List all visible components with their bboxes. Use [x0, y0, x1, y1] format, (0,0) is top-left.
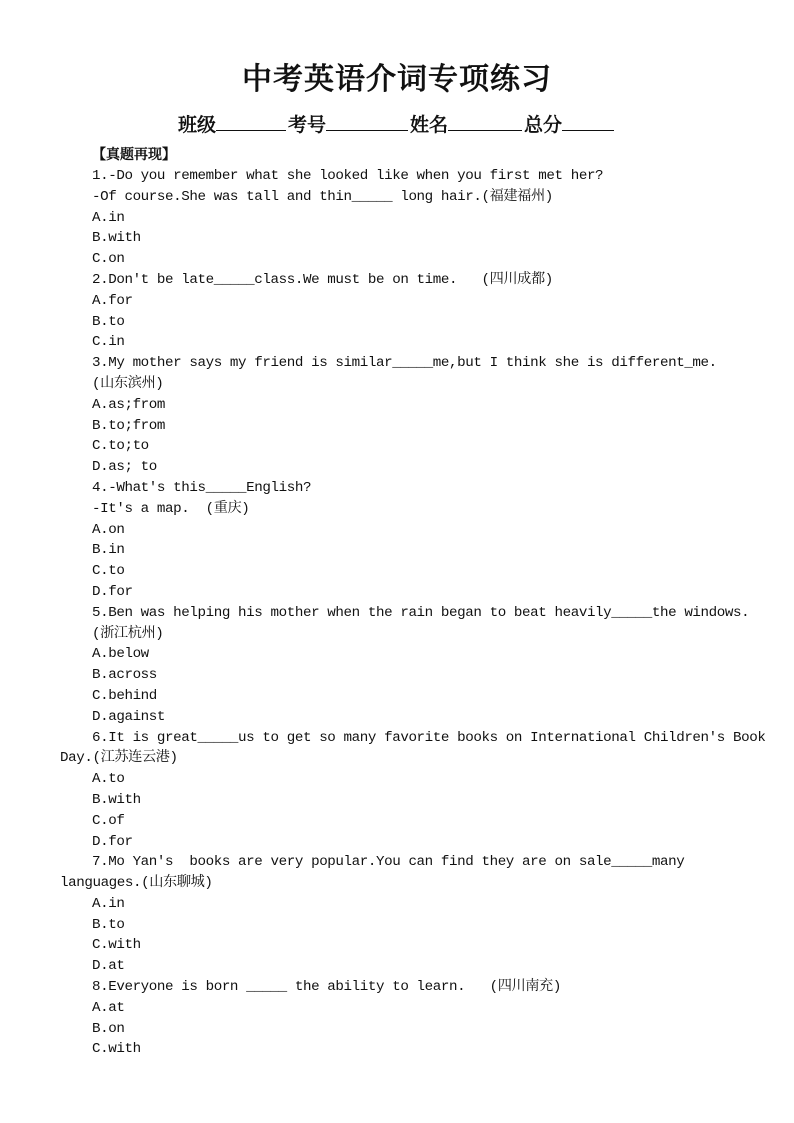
answer-option[interactable]: B.in — [92, 542, 125, 559]
question-source: (浙江杭州) — [92, 625, 164, 642]
answer-option[interactable]: A.below — [92, 646, 149, 663]
answer-option[interactable]: C.to;to — [92, 438, 149, 455]
answer-option[interactable]: B.with — [92, 791, 141, 808]
answer-option[interactable]: B.across — [92, 667, 157, 684]
question-text: 3.My mother says my friend is similar_____me,but I think she is different_me. — [92, 355, 717, 372]
answer-option[interactable]: D.as; to — [92, 459, 157, 476]
class-label: 班级 — [177, 114, 216, 136]
answer-option[interactable]: C.with — [92, 937, 141, 954]
question-2 — [60, 270, 760, 353]
question-text: 7.Mo Yan's books are very popular.You can find they are on sale_____many — [92, 854, 685, 871]
question-4 — [60, 478, 760, 603]
question-3 — [60, 353, 760, 478]
question-text: -Of course.She was tall and thin_____ long hair.(福建福州) — [92, 188, 553, 205]
answer-option[interactable]: D.for — [92, 833, 133, 850]
answer-option[interactable]: A.as;from — [92, 396, 166, 413]
answer-option[interactable]: A.in — [92, 209, 125, 226]
section-heading: 【真题再现】 — [92, 147, 176, 163]
answer-option[interactable]: B.to — [92, 313, 125, 330]
answer-option[interactable]: A.in — [92, 895, 125, 912]
answer-option[interactable]: D.at — [92, 958, 125, 975]
page-title: 中考英语介词专项练习 — [242, 62, 552, 97]
name-label: 姓名 — [410, 114, 449, 136]
answer-option[interactable]: C.behind — [92, 687, 157, 704]
answer-option[interactable]: C.with — [92, 1041, 141, 1058]
answer-option[interactable]: C.in — [92, 334, 125, 351]
answer-option[interactable]: D.for — [92, 583, 133, 600]
answer-option[interactable]: A.on — [92, 521, 125, 538]
score-blank[interactable] — [562, 110, 614, 131]
question-text: 8.Everyone is born _____ the ability to learn. (四川南充) — [92, 979, 561, 996]
answer-option[interactable]: D.against — [92, 708, 166, 725]
answer-option[interactable]: B.on — [92, 1020, 125, 1037]
question-text-continued: languages.(山东聊城) — [60, 875, 213, 892]
answer-option[interactable]: B.to — [92, 916, 125, 933]
answer-option[interactable]: C.to — [92, 563, 125, 580]
answer-option[interactable]: C.on — [92, 251, 125, 268]
score-label: 总分 — [524, 114, 563, 136]
answer-option[interactable]: C.of — [92, 812, 125, 829]
question-8 — [60, 977, 760, 1060]
question-text: 5.Ben was helping his mother when the rain began to beat heavily_____the windows. — [92, 604, 750, 621]
number-blank[interactable] — [326, 110, 408, 131]
answer-option[interactable]: B.to;from — [92, 417, 166, 434]
answer-option[interactable]: A.at — [92, 999, 125, 1016]
class-blank[interactable] — [216, 110, 286, 131]
answer-option[interactable]: A.to — [92, 771, 125, 788]
question-text: 2.Don't be late_____class.We must be on time. (四川成都) — [92, 271, 553, 288]
question-5 — [60, 603, 760, 728]
student-info-line — [0, 110, 794, 139]
name-blank[interactable] — [448, 110, 522, 131]
question-1 — [60, 166, 760, 270]
question-text: 6.It is great_____us to get so many favorite books on International Children's Book — [92, 729, 766, 746]
question-text: -It's a map. (重庆) — [92, 500, 250, 517]
questions-list — [60, 166, 766, 1060]
question-source: (山东滨州) — [92, 375, 164, 392]
number-label: 考号 — [287, 114, 326, 136]
question-text: 1.-Do you remember what she looked like when you first met her? — [92, 168, 604, 184]
question-7 — [60, 852, 760, 977]
question-6 — [60, 728, 766, 853]
answer-option[interactable]: B.with — [92, 230, 141, 247]
answer-option[interactable]: A.for — [92, 292, 133, 309]
question-text: 4.-What's this_____English? — [92, 479, 312, 496]
question-text-continued: Day.(江苏连云港) — [60, 750, 178, 767]
